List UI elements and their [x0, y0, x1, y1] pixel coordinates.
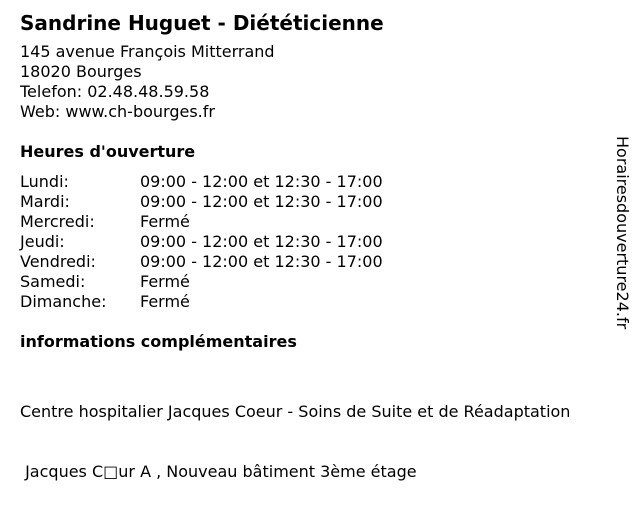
day-label: Samedi: — [20, 272, 86, 291]
hours-value: 09:00 - 12:00 et 12:30 - 17:00 — [140, 192, 383, 211]
address-line-1: 145 avenue François Mitterrand — [20, 42, 275, 61]
contact-block — [20, 42, 610, 122]
hours-row-wednesday — [20, 212, 610, 232]
info-title: informations complémentaires — [20, 332, 297, 351]
day-label: Dimanche: — [20, 292, 107, 311]
hours-row-saturday — [20, 272, 610, 292]
web-line: Web: www.ch-bourges.fr — [20, 102, 215, 121]
hours-row-friday — [20, 252, 610, 272]
hours-value: Fermé — [140, 292, 190, 311]
hours-row-sunday — [20, 292, 610, 312]
day-label: Mardi: — [20, 192, 70, 211]
business-card — [20, 10, 610, 522]
hours-value: 09:00 - 12:00 et 12:30 - 17:00 — [140, 232, 383, 251]
info-line-2: Jacques C□ur A , Nouveau bâtiment 3ème étage — [20, 462, 417, 481]
hours-title: Heures d'ouverture — [20, 142, 196, 161]
day-label: Jeudi: — [20, 232, 65, 251]
address-line-2: 18020 Bourges — [20, 62, 142, 81]
hours-row-monday — [20, 172, 610, 192]
hours-row-tuesday — [20, 192, 610, 212]
hours-row-thursday — [20, 232, 610, 252]
hours-table — [20, 172, 610, 312]
hours-value: 09:00 - 12:00 et 12:30 - 17:00 — [140, 172, 383, 191]
day-label: Mercredi: — [20, 212, 95, 231]
day-label: Vendredi: — [20, 252, 96, 271]
phone-line: Telefon: 02.48.48.59.58 — [20, 82, 210, 101]
business-name: Sandrine Huguet - Diététicienne — [20, 11, 384, 35]
hours-value: Fermé — [140, 212, 190, 231]
hours-value: 09:00 - 12:00 et 12:30 - 17:00 — [140, 252, 383, 271]
site-watermark: Horairesdouverture24.fr — [613, 136, 632, 330]
info-block — [20, 362, 610, 522]
hours-value: Fermé — [140, 272, 190, 291]
info-line-1: Centre hospitalier Jacques Coeur - Soins de Suite et de Réadaptation — [20, 402, 571, 421]
day-label: Lundi: — [20, 172, 69, 191]
